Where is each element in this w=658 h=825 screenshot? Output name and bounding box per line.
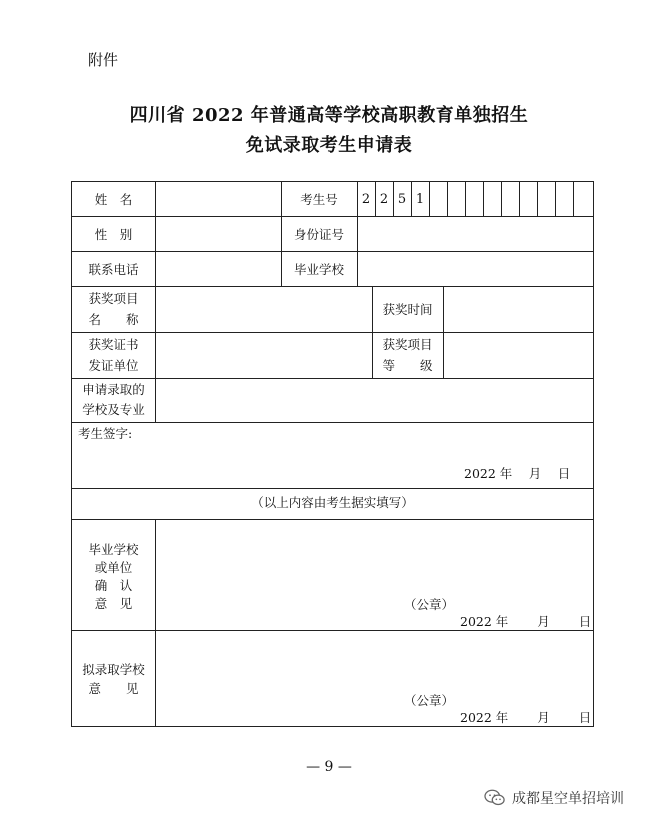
admit-opinion-date: 2022 年 月 日 xyxy=(460,710,592,725)
fill-note: （以上内容由考生据实填写） xyxy=(251,495,414,510)
award-level-label: 等 级 xyxy=(382,358,433,373)
phone-field[interactable] xyxy=(156,252,280,285)
certificate-issuer-label: 获奖证书 xyxy=(88,337,139,352)
school-seal: （公章） xyxy=(404,597,455,612)
signature-date: 2022 年 月 日 xyxy=(464,466,571,481)
apply-school-major-label: 申请录取的 xyxy=(82,382,145,397)
phone-label: 联系电话 xyxy=(88,262,139,277)
gender-field[interactable] xyxy=(156,217,280,250)
apply-school-major-field[interactable] xyxy=(156,379,592,421)
signature-label: 考生签字: xyxy=(78,426,133,441)
exam-number-digit: 2 xyxy=(379,192,389,207)
admit-opinion-field[interactable] xyxy=(156,631,592,691)
exam-number-digit: 1 xyxy=(415,192,425,207)
apply-school-major-label: 学校及专业 xyxy=(82,402,145,417)
award-time-label: 获奖时间 xyxy=(382,302,433,317)
admit-seal: （公章） xyxy=(404,693,455,708)
signature-field[interactable] xyxy=(73,444,453,486)
form-title-line2: 免试录取考生申请表 xyxy=(245,135,413,156)
certificate-issuer-label: 发证单位 xyxy=(88,358,139,373)
graduation-school-field[interactable] xyxy=(358,252,592,285)
award-name-field[interactable] xyxy=(156,287,371,331)
attachment-label: 附件 xyxy=(88,51,119,69)
form-title-line1: 四川省 2022 年普通高等学校高职教育单独招生 xyxy=(129,105,529,126)
school-opinion-label: 毕业学校 xyxy=(88,542,139,557)
school-opinion-label: 确 认 xyxy=(94,578,133,593)
watermark xyxy=(484,786,624,810)
exam-number-remaining-field[interactable] xyxy=(430,183,592,215)
school-opinion-field[interactable] xyxy=(156,520,592,590)
admit-opinion-label: 意 见 xyxy=(88,681,139,696)
admit-opinion-label: 拟录取学校 xyxy=(82,662,145,677)
award-level-field[interactable] xyxy=(444,333,592,377)
watermark-text: 成都星空单招培训 xyxy=(512,791,624,807)
award-name-label: 获奖项目 xyxy=(88,291,139,306)
page-number: — 9 — xyxy=(306,759,352,775)
school-opinion-date: 2022 年 月 日 xyxy=(460,614,592,629)
application-form-table xyxy=(71,181,594,727)
name-field[interactable] xyxy=(156,183,280,215)
gender-label: 性 别 xyxy=(94,227,133,242)
school-opinion-label: 意 见 xyxy=(94,596,133,611)
school-opinion-label: 或单位 xyxy=(94,560,133,575)
exam-number-label: 考生号 xyxy=(300,192,338,207)
exam-number-digit: 5 xyxy=(397,192,407,207)
id-number-field[interactable] xyxy=(358,217,592,250)
award-time-field[interactable] xyxy=(444,287,592,331)
award-name-label: 名 称 xyxy=(88,312,139,327)
id-number-label: 身份证号 xyxy=(293,227,344,242)
wechat-icon xyxy=(484,788,506,808)
certificate-issuer-field[interactable] xyxy=(156,333,371,377)
name-label: 姓 名 xyxy=(94,192,133,207)
exam-number-digit: 2 xyxy=(361,192,371,207)
graduation-school-label: 毕业学校 xyxy=(293,262,344,277)
award-level-label: 获奖项目 xyxy=(382,337,433,352)
